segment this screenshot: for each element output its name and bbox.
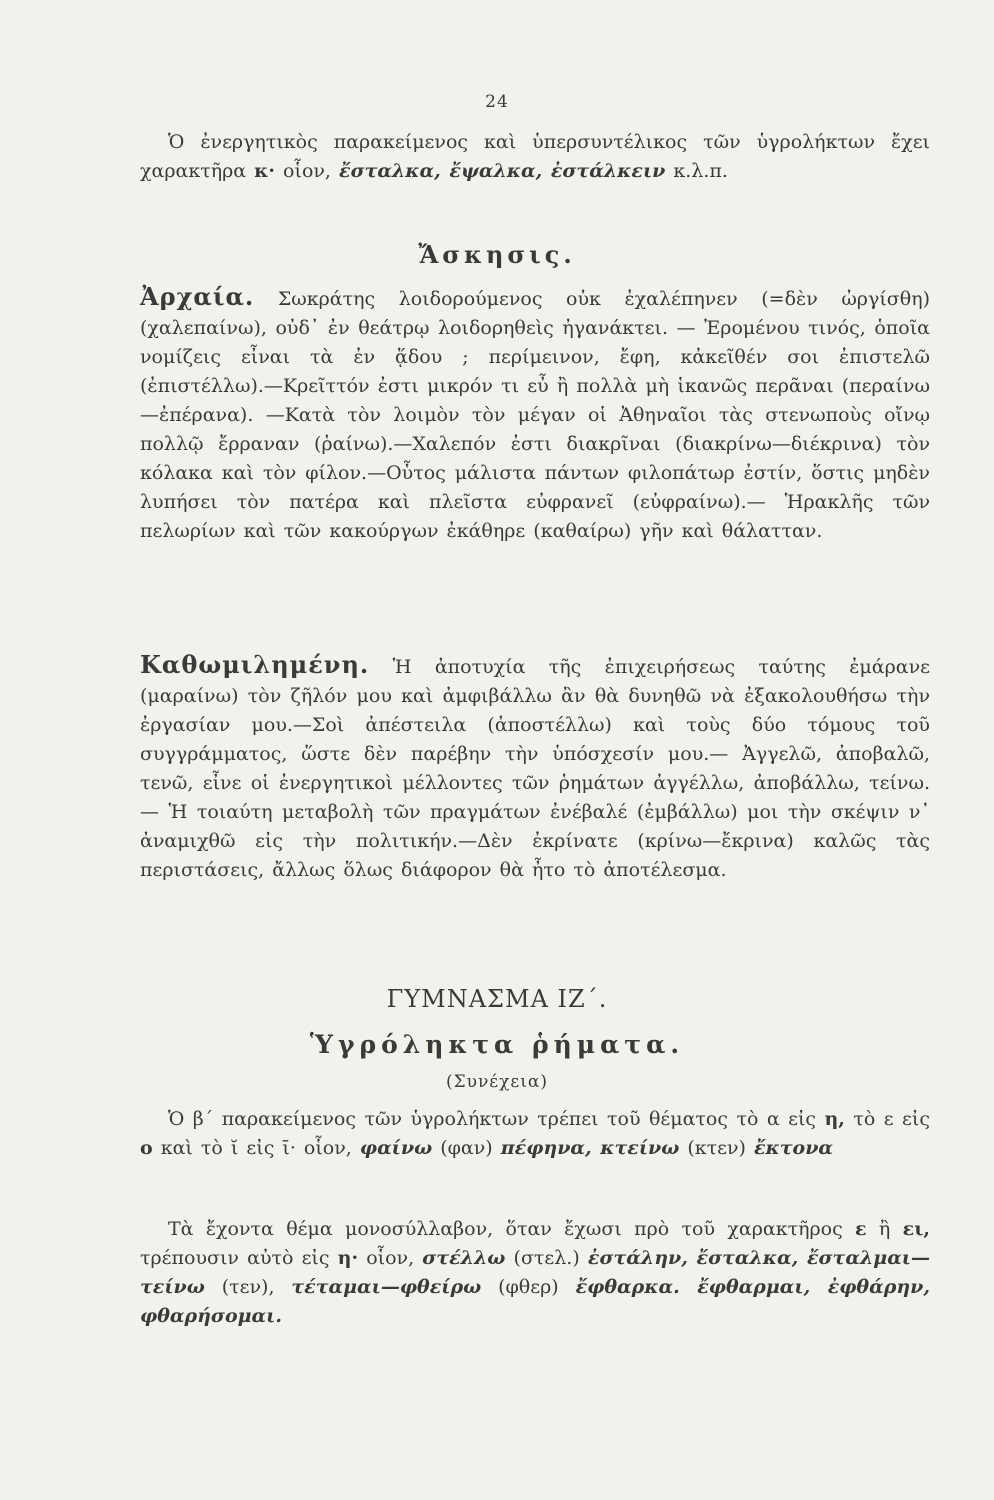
modern-lead: Καθωμιλημένη.: [140, 650, 370, 679]
intro-mark: κ·: [254, 160, 276, 182]
gym1-ex-3: ἔκτονα: [753, 1137, 834, 1159]
modern-paragraph: [140, 650, 930, 885]
intro-text-2: οἷον,: [275, 160, 340, 182]
gym2-text-4: οἷον,: [358, 1247, 423, 1269]
heading-verbs: Ὑγρόληκτα ῥήματα.: [309, 1030, 685, 1059]
intro-examples: ἔσταλκα, ἔψαλκα, ἐστάλκειν: [339, 160, 666, 182]
heading-continuation: (Συνέχεια): [445, 1072, 548, 1092]
gym2-text-5: (στελ.): [505, 1247, 588, 1269]
gym2-mark-1: ε: [855, 1218, 867, 1240]
page-number: 24: [485, 92, 509, 112]
heading-askisis: Ἄσκησις.: [418, 240, 576, 269]
gym1-text-5: (κτεν): [679, 1137, 754, 1159]
gymnasma-paragraph-1: [140, 1105, 930, 1163]
gym2-text-1: Τὰ ἔχοντα θέμα μονοσύλλαβον, ὅταν ἔχωσι πρὸ τοῦ χαρακτῆρος: [168, 1218, 856, 1240]
gym1-mark-1: η,: [824, 1108, 845, 1130]
gym2-text-3: τρέπουσιν αὐτὸ εἰς: [140, 1247, 338, 1269]
gym2-ex-2: ἐστάλην, ἔσταλκα, ἔσταλμαι—τείνω: [140, 1247, 931, 1298]
modern-text: Ἡ ἀποτυχία τῆς ἐπιχειρήσεως ταύτης ἐμάρανε (μαραίνω) τὸν ζῆλόν μου καὶ ἀμφιβάλλω ἂν θὰ δυνηθῶ νὰ ἐξακολουθήσω τὴν ἐργασίαν μου.—Σοὶ ἀπέστειλα (ἀποστέλλω) καὶ τοὺς δύο τόμους τοῦ συγγράμματος, ὥστε δὲν παρέβην τὴν ὑπόσχεσίν μου.— Ἀγγελῶ, ἀποβαλῶ, τενῶ, εἶνε οἱ ἐνεργητικοὶ μέλλοντες τῶν ῥημάτων ἀγγέλλω, ἀποβάλλω, τείνω.— Ἡ τοιαύτη μεταβολὴ τῶν πραγμάτων ἐνέβαλέ (ἐμβάλλω) μοι τὴν σκέψιν ν᾽ ἀναμιχθῶ εἰς τὴν πολιτικήν.—Δὲν ἐκρίνατε (κρίνω—ἔκρινα) καλῶς τὰς περιστάσεις, ἄλλως ὅλως διάφορον θὰ ἦτο τὸ ἀποτέλεσμα.: [140, 656, 930, 881]
ancient-paragraph: [140, 282, 930, 546]
gym1-ex-1: φαίνω: [359, 1137, 433, 1159]
intro-text-1: Ὁ ἐνεργητικὸς παρακείμενος καὶ ὑπερσυντέλικος τῶν ὑγρολήκτων ἔχει χαρακτῆρα: [140, 131, 930, 182]
gym2-text-2: ἢ: [866, 1218, 903, 1240]
gym1-mark-2: ο: [140, 1137, 153, 1159]
intro-paragraph: [140, 128, 930, 186]
gymnasma-paragraph-2: [140, 1215, 930, 1331]
gym1-text-2: τὸ ε εἰς: [844, 1108, 930, 1130]
gym1-text-3: καὶ τὸ ῐ εἰς ῑ· οἷον,: [152, 1137, 360, 1159]
gym1-ex-2: πέφηνα, κτείνω: [500, 1137, 680, 1159]
gym2-text-7: (φθερ): [481, 1276, 576, 1298]
heading-gymnasma: ΓΥΜΝΑΣΜΑ ΙΖ΄.: [386, 985, 608, 1013]
gym2-ex-3: τέταμαι—φθείρω: [291, 1276, 482, 1298]
gym1-text-4: (φαν): [432, 1137, 501, 1159]
gym2-mark-2: ει,: [902, 1218, 930, 1240]
gym2-text-6: (τεν),: [204, 1276, 292, 1298]
ancient-lead: Ἀρχαία.: [140, 282, 255, 311]
gym2-ex-4: ἔφθαρκα. ἔφθαρμαι, ἐφθάρην, φθαρήσομαι.: [140, 1276, 930, 1327]
intro-text-3: κ.λ.π.: [665, 160, 728, 182]
gym2-mark-3: η·: [337, 1247, 359, 1269]
ancient-text: Σωκράτης λοιδορούμενος οὐκ ἐχαλέπηνεν (=δὲν ὠργίσθη) (χαλεπαίνω), οὐδ᾽ ἐν θεάτρῳ λοιδορηθεὶς ἠγανάκτει. — Ἐρομένου τινός, ὁποῖα νομίζεις εἶναι τὰ ἐν ᾅδου ; περίμεινον, ἔφη, κἀκεῖθέν σοι ἐπιστελῶ (ἐπιστέλλω).—Κρεῖττόν ἐστι μικρόν τι εὖ ἢ πολλὰ μὴ ἱκανῶς περᾶναι (περαίνω—ἐπέρανα). —Κατὰ τὸν λοιμὸν τὸν μέγαν οἱ Ἀθηναῖοι τὰς στενωποὺς οἴνῳ πολλῷ ἔρραναν (ῥαίνω).—Χαλεπόν ἐστι διακρῖναι (διακρίνω—διέκρινα) τὸν κόλακα καὶ τὸν φίλον.—Οὗτος μάλιστα πάντων φιλοπάτωρ ἐστίν, ὅστις μηδὲν λυπήσει τὸν πατέρα καὶ πλεῖστα εὐφρανεῖ (εὐφραίνω).— Ἡρακλῆς τῶν πελωρίων καὶ τῶν κακούργων ἐκάθηρε (καθαίρω) γῆν καὶ θάλατταν.: [140, 288, 930, 542]
gym1-text-1: Ὁ β΄ παρακείμενος τῶν ὑγρολήκτων τρέπει τοῦ θέματος τὸ α εἰς: [168, 1108, 825, 1130]
gym2-ex-1: στέλλω: [422, 1247, 506, 1269]
